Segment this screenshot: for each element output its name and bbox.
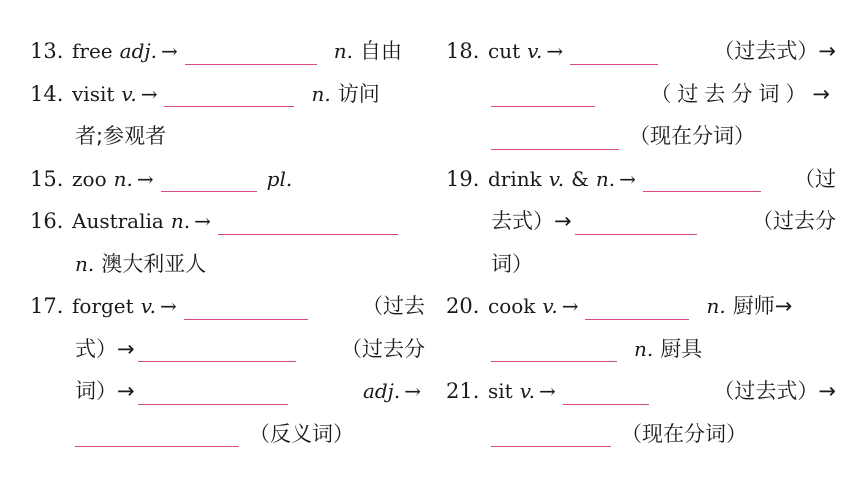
answer-blank[interactable]: [570, 38, 658, 65]
answer-blank[interactable]: [643, 165, 761, 192]
item-18: [446, 30, 836, 73]
item-21: [446, 370, 836, 413]
item-17-line3: [30, 370, 425, 413]
hint: （过去分: [341, 336, 425, 361]
part-of-speech: v.: [548, 166, 565, 191]
part-of-speech: n.: [311, 81, 331, 106]
hint: （现在分词）: [621, 421, 747, 446]
item-19: [446, 158, 836, 201]
arrow: →: [136, 166, 154, 191]
arrow: →: [194, 209, 211, 233]
part-of-speech: n.: [333, 39, 353, 63]
gloss: 访问: [337, 81, 380, 106]
item-word: drink: [488, 166, 542, 191]
gloss: 厨具: [660, 336, 703, 361]
item-number: 17.: [30, 294, 64, 318]
item-word: forget: [72, 294, 134, 318]
arrow: →: [160, 39, 178, 63]
part-of-speech: v.: [121, 81, 137, 106]
arrow: →: [546, 39, 564, 63]
hint: 词）→: [75, 379, 135, 403]
arrow: →: [539, 379, 556, 403]
item-number: 20.: [446, 294, 480, 318]
answer-blank[interactable]: [585, 293, 689, 320]
gloss: 厨师→: [732, 294, 793, 318]
item-17: [30, 285, 425, 328]
answer-blank[interactable]: [563, 378, 649, 405]
part-of-speech: adj.: [362, 379, 401, 403]
left-column: [30, 30, 425, 455]
answer-blank[interactable]: [164, 80, 294, 107]
arrow: →: [140, 81, 158, 106]
answer-blank[interactable]: [138, 378, 288, 405]
item-16-cont: [30, 243, 425, 286]
gloss: 自由: [359, 39, 402, 63]
hint: （过去式）→: [713, 379, 836, 403]
part-of-speech: v.: [542, 294, 558, 318]
hint: （过去分: [752, 209, 836, 233]
part-of-speech: n.: [634, 336, 654, 361]
arrow: →: [404, 379, 421, 403]
hint: （过去分词）→: [650, 81, 836, 106]
item-13: [30, 30, 425, 73]
answer-blank[interactable]: [491, 123, 619, 150]
plural-tag: pl.: [266, 166, 293, 191]
item-number: 18.: [446, 39, 480, 63]
right-column: [446, 30, 836, 455]
answer-blank[interactable]: [138, 335, 296, 362]
answer-blank[interactable]: [161, 165, 257, 192]
part-of-speech: n.: [113, 166, 133, 191]
item-14: [30, 73, 425, 116]
item-18-line2: [446, 73, 836, 116]
answer-blank[interactable]: [491, 80, 595, 107]
gloss: 者;参观者: [75, 124, 167, 148]
part-of-speech: v.: [519, 379, 535, 403]
item-word: cut: [488, 39, 521, 63]
item-word: zoo: [72, 166, 107, 191]
item-20: [446, 285, 836, 328]
item-number: 16.: [30, 209, 64, 233]
item-number: 13.: [30, 39, 64, 63]
hint: 去式）→: [491, 209, 572, 233]
answer-blank[interactable]: [491, 420, 611, 447]
ampersand: &: [571, 166, 589, 191]
item-word: sit: [488, 379, 513, 403]
item-number: 15.: [30, 166, 64, 191]
item-17-line2: [30, 328, 425, 371]
part-of-speech: adj.: [119, 39, 157, 63]
item-word: free: [72, 39, 113, 63]
item-21-line2: [446, 413, 836, 456]
part-of-speech: v.: [527, 39, 543, 63]
part-of-speech: n.: [75, 251, 95, 276]
answer-blank[interactable]: [491, 335, 617, 362]
item-16: [30, 200, 425, 243]
arrow: →: [619, 166, 636, 191]
gloss: 澳大利亚人: [101, 251, 207, 276]
item-18-line3: [446, 115, 836, 158]
item-19-line2: [446, 200, 836, 243]
item-number: 14.: [30, 81, 64, 106]
part-of-speech: v.: [140, 294, 156, 318]
item-number: 19.: [446, 166, 480, 191]
arrow: →: [561, 294, 579, 318]
answer-blank[interactable]: [575, 208, 697, 235]
item-word: visit: [72, 81, 115, 106]
hint: 式）→: [75, 336, 135, 361]
part-of-speech: n.: [170, 209, 191, 233]
item-19-line3: [446, 243, 836, 286]
item-17-line4: [30, 413, 425, 456]
answer-blank[interactable]: [218, 208, 398, 235]
hint: （过去式）→: [713, 39, 836, 63]
item-15: [30, 158, 425, 201]
arrow: →: [159, 294, 177, 318]
item-word: Australia: [72, 209, 164, 233]
hint: （反义词）: [249, 421, 354, 446]
hint: 词）: [491, 251, 533, 276]
item-word: cook: [488, 294, 536, 318]
answer-blank[interactable]: [75, 420, 239, 447]
hint: （过去: [362, 294, 425, 318]
item-14-cont: [30, 115, 425, 158]
item-number: 21.: [446, 379, 480, 403]
answer-blank[interactable]: [184, 293, 308, 320]
hint: （现在分词）: [629, 124, 755, 148]
item-20-line2: [446, 328, 836, 371]
hint: （过: [794, 166, 836, 191]
part-of-speech: n.: [706, 294, 726, 318]
part-of-speech: n.: [595, 166, 616, 191]
answer-blank[interactable]: [185, 38, 317, 65]
